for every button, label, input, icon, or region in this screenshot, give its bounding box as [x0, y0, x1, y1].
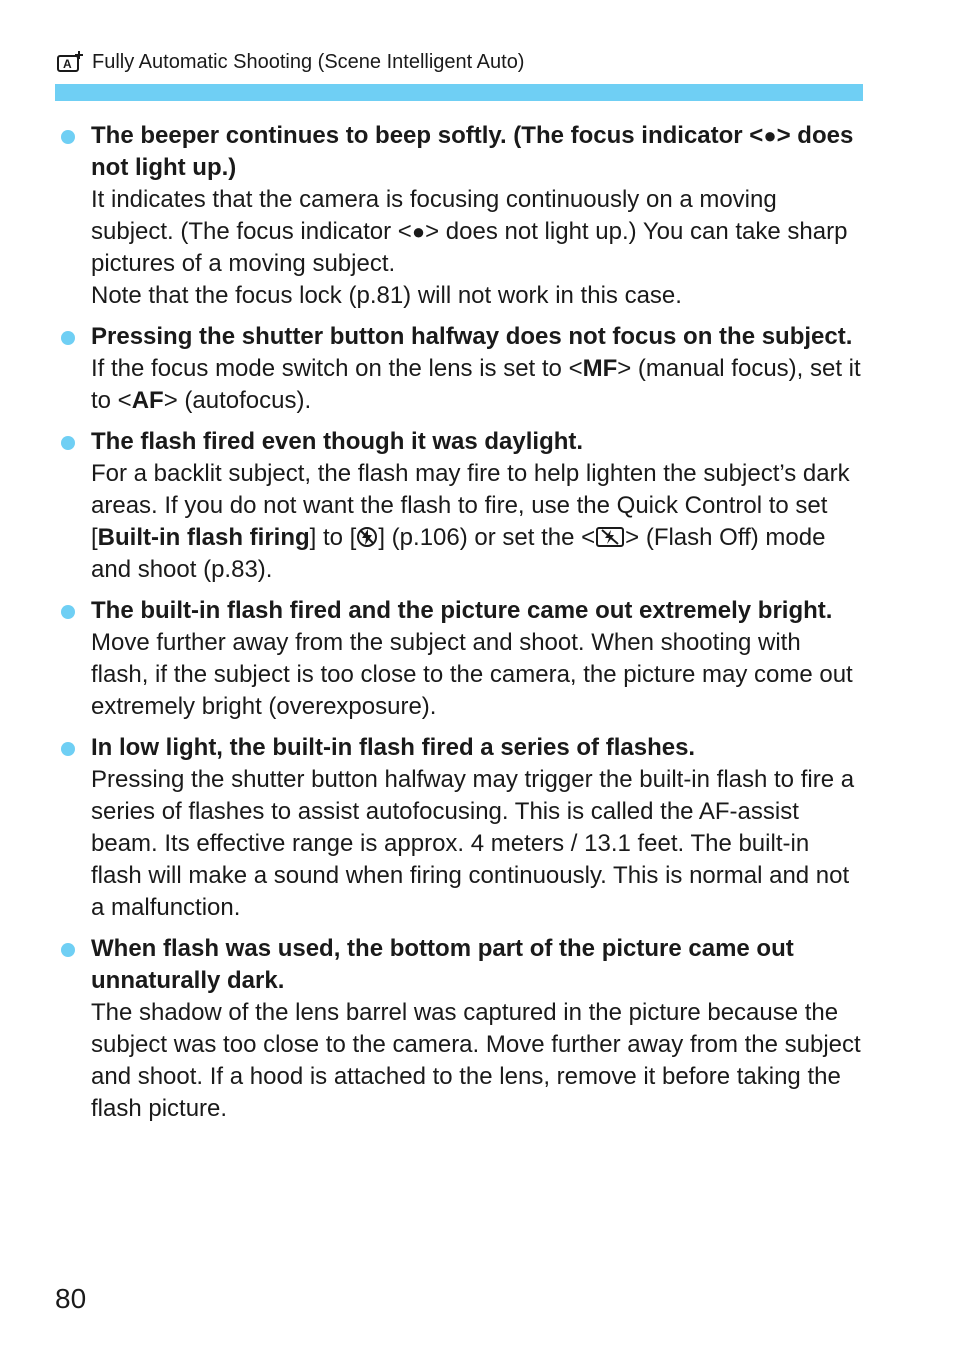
bullet-dot [61, 605, 75, 619]
bullet-dot [61, 742, 75, 756]
item-description: It indicates that the camera is focusing continuously on a moving subject. (The focus indicator <●> does not light up.) You can take sharp pictures of a moving subject. [91, 186, 848, 277]
page-title: Fully Automatic Shooting (Scene Intelligent Auto) [92, 51, 525, 73]
item-heading: The flash fired even though it was daylight. [91, 428, 584, 455]
page-number: 80 [55, 1283, 87, 1314]
item-heading: In low light, the built-in flash fired a series of flashes. [91, 734, 696, 761]
item-description: The shadow of the lens barrel was captured in the picture because the subject was too close to the camera. Move further away from the subject and shoot. If a hood is attached to the lens, remove it before taking the flash picture. [91, 999, 861, 1122]
list-item [56, 732, 864, 924]
item-heading: The beeper continues to beep softly. (The focus indicator <●> does not light up.) [91, 122, 854, 181]
bullet-dot [61, 331, 75, 345]
svg-text:A: A [63, 57, 72, 71]
item-note: Note that the focus lock (p.81) will not work in this case. [91, 282, 682, 309]
item-heading: The built-in flash fired and the picture came out extremely bright. [91, 597, 833, 624]
menu-setting-label: Built-in flash firing [97, 524, 310, 551]
af-label: AF [131, 387, 164, 414]
list-item [56, 120, 864, 312]
item-description: For a backlit subject, the flash may fire to help lighten the subject’s dark areas. If you do not want the flash to fire, use the Quick Control to set [Built-in flash firing] to [ ] (p.106) or set the < > (Flash Off) mode and shoot (p.83). [91, 460, 850, 583]
scene-intelligent-auto-icon [56, 50, 84, 74]
list-item [56, 933, 864, 1125]
list-item [56, 595, 864, 723]
focus-indicator-icon: ● [411, 219, 426, 244]
flash-off-icon [356, 526, 378, 548]
bullet-dot [61, 943, 75, 957]
header-accent-bar [55, 84, 863, 101]
flash-off-mode-icon [595, 526, 625, 548]
list-item [56, 321, 864, 417]
item-heading: When flash was used, the bottom part of the picture came out unnaturally dark. [91, 935, 794, 994]
troubleshooting-list [56, 120, 864, 1134]
list-item [56, 426, 864, 586]
item-heading: Pressing the shutter button halfway does not focus on the subject. [91, 323, 853, 350]
mf-label: MF [582, 355, 618, 382]
item-description: Pressing the shutter button halfway may trigger the built-in flash to fire a series of flashes to assist autofocusing. This is called the AF-assist beam. Its effective range is approx. 4 meters / 13.1 feet. The built-in flash will make a sound when firing continuously. This is normal and not a malfunction. [91, 766, 855, 921]
item-description: Move further away from the subject and shoot. When shooting with flash, if the subject is too close to the camera, the picture may come out extremely bright (overexposure). [91, 629, 853, 720]
item-description: If the focus mode switch on the lens is set to <MF> (manual focus), set it to <AF> (autofocus). [91, 355, 861, 414]
bullet-dot [61, 436, 75, 450]
focus-indicator-icon: ● [763, 123, 777, 148]
bullet-dot [61, 130, 75, 144]
page-header [56, 48, 524, 76]
